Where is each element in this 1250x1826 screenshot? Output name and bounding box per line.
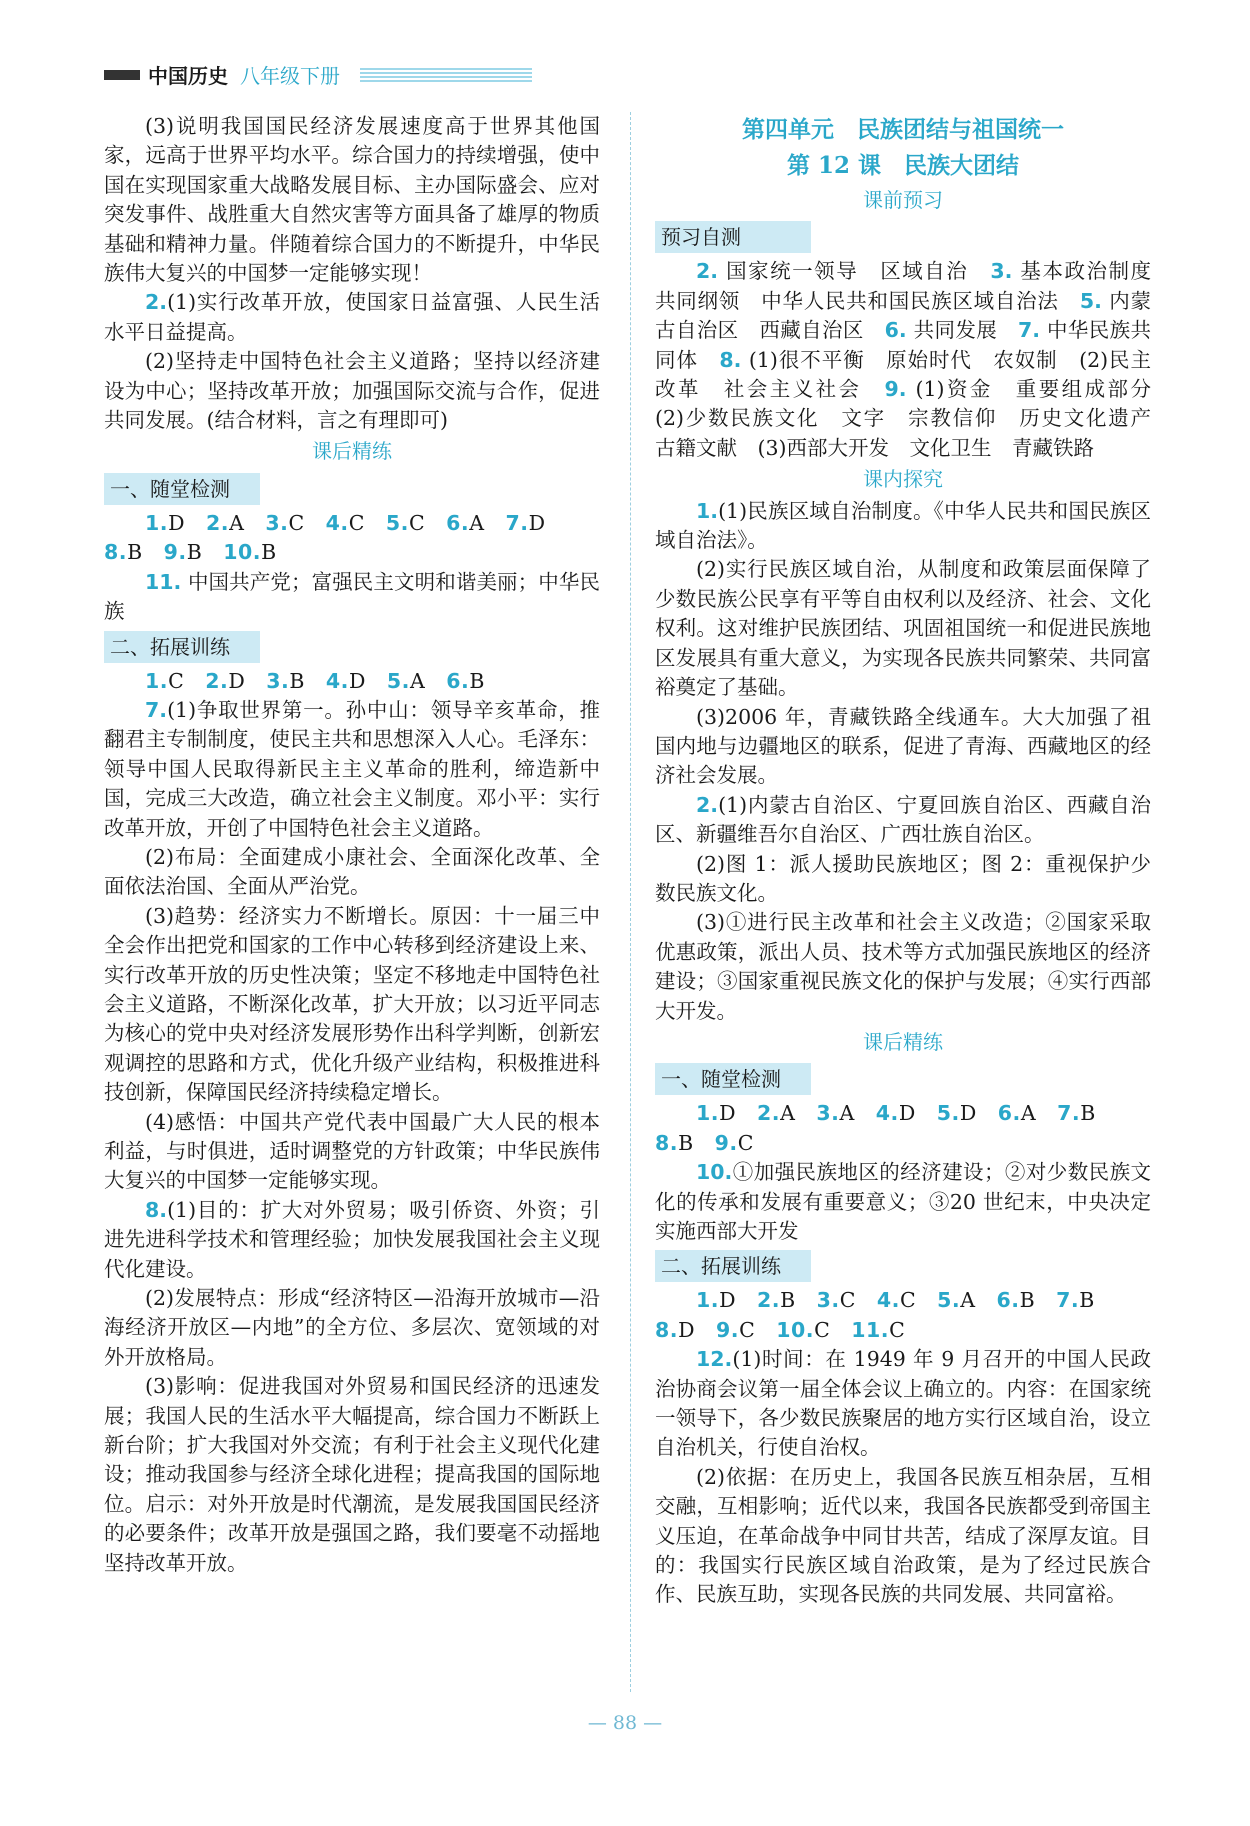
answer-paragraph bbox=[655, 497, 1151, 556]
question-number: 6. bbox=[997, 1101, 1021, 1126]
answer-choice: A bbox=[1020, 1101, 1037, 1126]
answer-text: 共同发展 bbox=[913, 318, 1019, 343]
question-number: 8. bbox=[104, 540, 128, 565]
answer-choice: B bbox=[289, 668, 305, 693]
paragraph: (3)影响：促进我国对外贸易和国民经济的迅速发展；我国人民的生活水平大幅提高，综合国力不断跃上新台阶；扩大我国对外交流；有利于社会主义现代化建设；推动我国参与经济全球化进程；提高我国的国际地位。启示：对外开放是时代潮流，是发展我国国民经济的必要条件；改革开放是强国之路，我们要毫不动摇地坚持改革开放。 bbox=[104, 1374, 600, 1575]
question-number: 1. bbox=[145, 668, 169, 693]
answer-choice: B bbox=[186, 540, 203, 565]
answer-choice: B bbox=[127, 540, 143, 565]
lesson-title: 第 12 课 民族大团结 bbox=[786, 152, 1020, 179]
question-number: 5. bbox=[385, 510, 409, 535]
paragraph: (3)趋势：经济实力不断增长。原因：十一届三中全会作出把党和国家的工作中心转移到经济建设上来、实行改革开放的历史性决策；坚定不移地走中国特色社会主义道路，不断深化改革，扩大开放；以习近平同志为核心的党中央对经济发展形势作出科学判断，创新宏观调控的思路和方式，优化升级产业结构，积极推进科技创新，保障国民经济持续稳定增长。 bbox=[104, 903, 600, 1105]
answer-choice: C bbox=[168, 668, 185, 693]
paragraph: (4)感悟：中国共产党代表中国最广大人民的根本利益，与时俱进，适时调整党的方针政策；中华民族伟大复兴的中国梦一定能够实现。 bbox=[104, 1109, 600, 1193]
question-number: 2. bbox=[757, 1101, 781, 1126]
question-number: 7. bbox=[145, 697, 168, 722]
answer-choice: A bbox=[409, 668, 426, 693]
answer-choice: A bbox=[469, 510, 485, 535]
question-number: 4. bbox=[875, 1101, 899, 1126]
paragraph: (2)实行民族区域自治，从制度和政策层面保障了少数民族公民享有平等自由权利以及经济、社会、文化权利。这对维护民族团结、巩固祖国统一和促进民族地区发展具有重大意义，为实现各民族共同繁荣、共同富裕奠定了基础。 bbox=[655, 557, 1151, 700]
question-number: 5. bbox=[937, 1288, 961, 1313]
answer-paragraph bbox=[655, 1158, 1151, 1246]
answer-text: (1)争取世界第一。孙中山：领导辛亥革命，推翻君主专制制度，使民主共和思想深入人心。毛泽东：领导中国人民取得新民主主义革命的胜利，缔造新中国，完成三大改造，确立社会主义制度。邓小平：实行改革开放，开创了中国特色社会主义道路。 bbox=[104, 697, 600, 840]
answer-choice: D bbox=[168, 510, 185, 535]
answer-paragraph bbox=[104, 568, 600, 627]
question-number: 6. bbox=[446, 668, 470, 693]
page-number: — 88 — bbox=[587, 1712, 663, 1734]
question-number: 4. bbox=[876, 1288, 900, 1313]
question-number: 3. bbox=[816, 1101, 840, 1126]
question-number: 10. bbox=[696, 1160, 733, 1185]
question-number: 9. bbox=[163, 540, 187, 565]
question-number: 3. bbox=[990, 259, 1013, 284]
answer-choice: C bbox=[814, 1317, 831, 1342]
question-number: 2. bbox=[145, 290, 168, 315]
question-number: 5. bbox=[386, 668, 410, 693]
subsection-title: 课后精练 bbox=[312, 439, 392, 464]
question-number: 9. bbox=[716, 1317, 740, 1342]
preview-answers bbox=[655, 257, 1172, 463]
subsection-title: 课前预习 bbox=[863, 188, 943, 212]
answer-choice: A bbox=[960, 1288, 976, 1313]
answer-text: 中国共产党；富强民主文明和谐美丽；中华民族 bbox=[104, 569, 600, 624]
question-number: 3. bbox=[816, 1288, 840, 1313]
paragraph: (2)发展特点：形成“经济特区—沿海开放城市—沿海经济开放区—内地”的全方位、多层次、宽领域的对外开放格局。 bbox=[104, 1286, 600, 1369]
question-number: 9. bbox=[884, 377, 907, 402]
answer-text: (1)时间：在 1949 年 9 月召开的中国人民政治协商会议第一届全体会议上确立的。内容：在国家统一领导下，各少数民族聚居的地方实行区域自治，设立自治机关，行使自治权。 bbox=[655, 1347, 1151, 1460]
answer-choice: D bbox=[719, 1288, 736, 1313]
question-number: 1. bbox=[696, 1101, 720, 1126]
question-number: 8. bbox=[145, 1197, 168, 1222]
paragraph: (3)2006 年，青藏铁路全线通车。大大加强了祖国内地与边疆地区的联系，促进了青海、西藏地区的经济社会发展。 bbox=[655, 704, 1151, 788]
paragraph: (2)布局：全面建成小康社会、全面深化改革、全面依法治国、全面从严治党。 bbox=[104, 844, 600, 899]
answer-paragraph bbox=[104, 696, 600, 843]
answer-choice: B bbox=[469, 668, 485, 693]
answer-choice: D bbox=[898, 1101, 916, 1126]
question-number: 7. bbox=[1018, 318, 1041, 343]
left-column bbox=[104, 112, 600, 1578]
answer-choice: B bbox=[1080, 1101, 1096, 1126]
paragraph: (3)说明我国国民经济发展速度高于世界其他国家，远高于世界平均水平。综合国力的持续增强，使中国在实现国家重大战略发展目标、主办国际盛会、应对突发事件、战胜重大自然灾害等方面具备了雄厚的物质基础和精神力量。伴随着综合国力的不断提升，中华民族伟大复兴的中国梦一定能够实现！ bbox=[104, 114, 600, 286]
answer-choice: D bbox=[678, 1317, 695, 1342]
page-header bbox=[104, 60, 534, 90]
answer-row bbox=[104, 538, 600, 567]
answer-choice: C bbox=[739, 1317, 756, 1342]
section-heading: 一、随堂检测 bbox=[104, 473, 260, 505]
subsection-title: 课后精练 bbox=[863, 1029, 943, 1054]
answer-choice: D bbox=[719, 1101, 736, 1126]
question-number: 7. bbox=[1057, 1101, 1081, 1126]
answer-choice: D bbox=[959, 1101, 977, 1126]
section-heading: 一、随堂检测 bbox=[655, 1063, 811, 1095]
book-title: 中国历史 bbox=[148, 64, 228, 88]
answer-text: 中华民族共同体 bbox=[655, 318, 1151, 372]
answer-choice: B bbox=[261, 540, 277, 565]
answer-text: 国家统一领导 区域自治 bbox=[726, 259, 991, 284]
section-heading: 二、拓展训练 bbox=[655, 1250, 811, 1282]
answer-choice: A bbox=[839, 1101, 855, 1126]
question-number: 2. bbox=[206, 510, 230, 535]
answer-row bbox=[104, 509, 600, 538]
answer-paragraph bbox=[104, 1196, 600, 1284]
answer-choice: B bbox=[1079, 1288, 1095, 1313]
question-number: 3. bbox=[265, 510, 289, 535]
header-bar-decoration bbox=[104, 70, 140, 80]
subsection-title: 课内探究 bbox=[863, 467, 943, 492]
answer-choice: D bbox=[228, 668, 246, 693]
answer-choice: A bbox=[229, 510, 245, 535]
answer-choice: C bbox=[737, 1130, 754, 1155]
answer-choice: C bbox=[889, 1317, 906, 1342]
question-number: 8. bbox=[655, 1130, 679, 1155]
answer-text: 内蒙古自治区 西藏自治区 bbox=[655, 288, 1151, 343]
answer-row bbox=[104, 667, 600, 696]
answer-text: (1)资金 重要组成部分 (2)少数民族文化 文字 宗教信仰 历史文化遗产 古籍文献 (3)西部大开发 文化卫生 青藏铁路 bbox=[655, 377, 1172, 460]
question-number: 6. bbox=[446, 510, 470, 535]
answer-choice: C bbox=[899, 1288, 917, 1313]
question-number: 8. bbox=[655, 1317, 679, 1342]
paragraph: (2)依据：在历史上，我国各民族互相杂居，互相交融，互相影响；近代以来，我国各民族都受到帝国主义压迫，在革命战争中同甘共苦，结成了深厚友谊。目的：我国实行民族区域自治政策，是为了经过民族合作、民族互助，实现各民族的共同发展、共同富裕。 bbox=[655, 1464, 1151, 1607]
answer-paragraph bbox=[655, 791, 1151, 850]
answer-choice: A bbox=[780, 1101, 796, 1126]
book-grade: 八年级下册 bbox=[240, 64, 340, 88]
question-number: 4. bbox=[325, 510, 349, 535]
answer-text: (1)目的：扩大对外贸易；吸引侨资、外资；引进先进科学技术和管理经验；加快发展我国社会主义现代化建设。 bbox=[104, 1197, 600, 1281]
answer-paragraph bbox=[104, 288, 600, 347]
answer-text: (1)实行改革开放，使国家日益富强、人民生活水平日益提高。 bbox=[104, 290, 600, 344]
answer-choice: B bbox=[780, 1288, 796, 1313]
question-number: 1. bbox=[696, 1288, 720, 1313]
question-number: 2. bbox=[696, 259, 719, 284]
answer-choice: D bbox=[528, 510, 546, 535]
answer-text: 基本政治制度 共同纲领 中华人民共和国民族区域自治法 bbox=[655, 259, 1172, 313]
answer-text: (1)民族区域自治制度。《中华人民共和国民族区域自治法》。 bbox=[655, 498, 1151, 553]
paragraph: (2)坚持走中国特色社会主义道路；坚持以经济建设为中心；坚持改革开放；加强国际交流与合作，促进共同发展。(结合材料，言之有理即可) bbox=[104, 349, 600, 433]
section-heading: 预习自测 bbox=[655, 221, 811, 253]
question-number: 11. bbox=[851, 1317, 890, 1342]
question-number: 2. bbox=[696, 792, 719, 817]
question-number: 10. bbox=[223, 540, 262, 565]
answer-text: (1)内蒙古自治区、宁夏回族自治区、西藏自治区、新疆维吾尔自治区、广西壮族自治区。 bbox=[655, 792, 1151, 847]
question-number: 6. bbox=[996, 1288, 1020, 1313]
question-number: 5. bbox=[1079, 288, 1102, 313]
answer-text: (1)很不平衡 原始时代 农奴制 (2)民主改革 社会主义社会 bbox=[655, 347, 1152, 402]
question-number: 1. bbox=[696, 498, 719, 523]
answer-choice: C bbox=[839, 1288, 856, 1313]
header-stripe-decoration bbox=[360, 68, 532, 82]
paragraph: (2)图 1：派人援助民族地区；图 2：重视保护少数民族文化。 bbox=[655, 851, 1151, 905]
question-number: 5. bbox=[936, 1101, 960, 1126]
question-number: 1. bbox=[145, 510, 169, 535]
unit-title: 第四单元 民族团结与祖国统一 bbox=[742, 116, 1064, 143]
question-number: 8. bbox=[719, 347, 742, 372]
question-number: 3. bbox=[266, 668, 290, 693]
answer-choice: B bbox=[1019, 1288, 1036, 1313]
question-number: 4. bbox=[325, 668, 349, 693]
answer-choice: D bbox=[348, 668, 366, 693]
answer-paragraph bbox=[655, 1345, 1151, 1463]
answer-row bbox=[655, 1286, 1151, 1315]
column-divider bbox=[630, 112, 631, 1692]
answer-choice: C bbox=[288, 510, 305, 535]
section-heading: 二、拓展训练 bbox=[104, 631, 260, 663]
question-number: 7. bbox=[505, 510, 529, 535]
answer-choice: C bbox=[408, 510, 426, 535]
answer-text: ①加强民族地区的经济建设；②对少数民族文化的传承和发展有重要意义；③20 世纪末，中央决定实施西部大开发 bbox=[655, 1160, 1151, 1243]
answer-choice: B bbox=[678, 1130, 694, 1155]
question-number: 2. bbox=[205, 668, 229, 693]
question-number: 2. bbox=[757, 1288, 781, 1313]
answer-choice: C bbox=[348, 510, 365, 535]
question-number: 9. bbox=[714, 1130, 738, 1155]
question-number: 12. bbox=[696, 1347, 733, 1372]
question-number: 10. bbox=[776, 1317, 815, 1342]
question-number: 11. bbox=[145, 569, 182, 594]
answer-row bbox=[655, 1099, 1151, 1128]
right-column bbox=[655, 112, 1172, 1610]
answer-row bbox=[655, 1316, 1151, 1345]
answer-row bbox=[655, 1129, 1151, 1158]
paragraph: (3)①进行民主改革和社会主义改造；②国家采取优惠政策，派出人员、技术等方式加强民族地区的经济建设；③国家重视民族文化的保护与发展；④实行西部大开发。 bbox=[655, 910, 1151, 1023]
question-number: 7. bbox=[1056, 1288, 1080, 1313]
question-number: 6. bbox=[884, 318, 907, 343]
